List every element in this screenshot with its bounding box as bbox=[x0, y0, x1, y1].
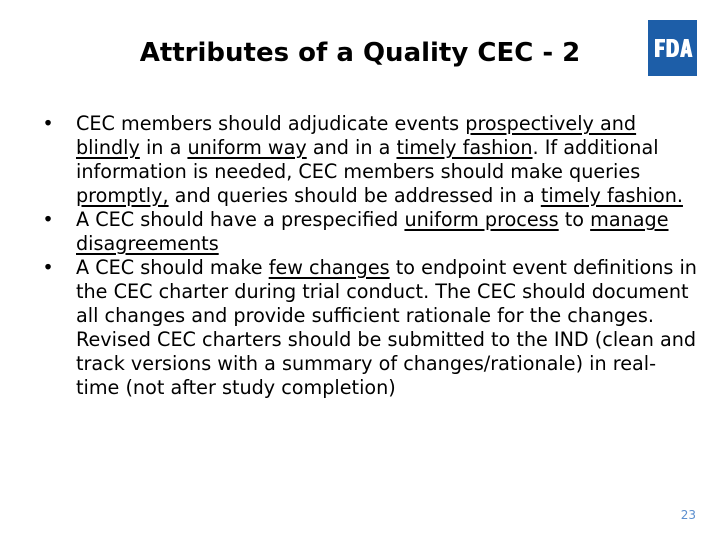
slide-title: Attributes of a Quality CEC - 2 bbox=[139, 38, 581, 68]
bullet-text: A CEC should make bbox=[76, 256, 269, 279]
underlined-text: uniform process bbox=[404, 208, 559, 231]
bullet-text: to endpoint event definitions in the CEC charter during trial conduct. The CEC should document all changes and provide sufficient rationale for the changes. Revised CEC charters should be submitted to the IND (clean and track versions with a summary of changes/rationale) in real-time (not after study completion) bbox=[76, 256, 697, 399]
page-number: 23 bbox=[680, 508, 696, 522]
bullet-list bbox=[38, 112, 698, 400]
underlined-text: timely fashion bbox=[396, 136, 533, 159]
bullet-text: CEC members should adjudicate events bbox=[76, 112, 466, 135]
fda-logo bbox=[648, 20, 697, 76]
bullet-text: and in a bbox=[306, 136, 397, 159]
bullet-text: and queries should be addressed in a bbox=[168, 184, 541, 207]
underlined-text: prospectively and blindly bbox=[76, 112, 637, 159]
bullet-item bbox=[38, 208, 698, 256]
underlined-text: promptly, bbox=[76, 184, 169, 207]
bullet-item bbox=[38, 112, 698, 208]
bullet-dot-icon: • bbox=[42, 208, 54, 231]
bullet-text: A CEC should have a prespecified bbox=[76, 208, 405, 231]
underlined-text: uniform way bbox=[187, 136, 307, 159]
underlined-text: few changes bbox=[268, 256, 390, 279]
bullet-dot-icon: • bbox=[42, 256, 54, 279]
bullet-dot-icon: • bbox=[42, 112, 54, 135]
bullet-text: to bbox=[558, 208, 591, 231]
fda-logo-mark bbox=[653, 37, 693, 59]
underlined-text: timely fashion. bbox=[540, 184, 683, 207]
underlined-text: manage disagreements bbox=[76, 208, 669, 255]
bullet-text: in a bbox=[139, 136, 188, 159]
bullet-item bbox=[38, 256, 698, 400]
bullet-text: . If additional information is needed, CEC members should make queries bbox=[76, 136, 659, 183]
